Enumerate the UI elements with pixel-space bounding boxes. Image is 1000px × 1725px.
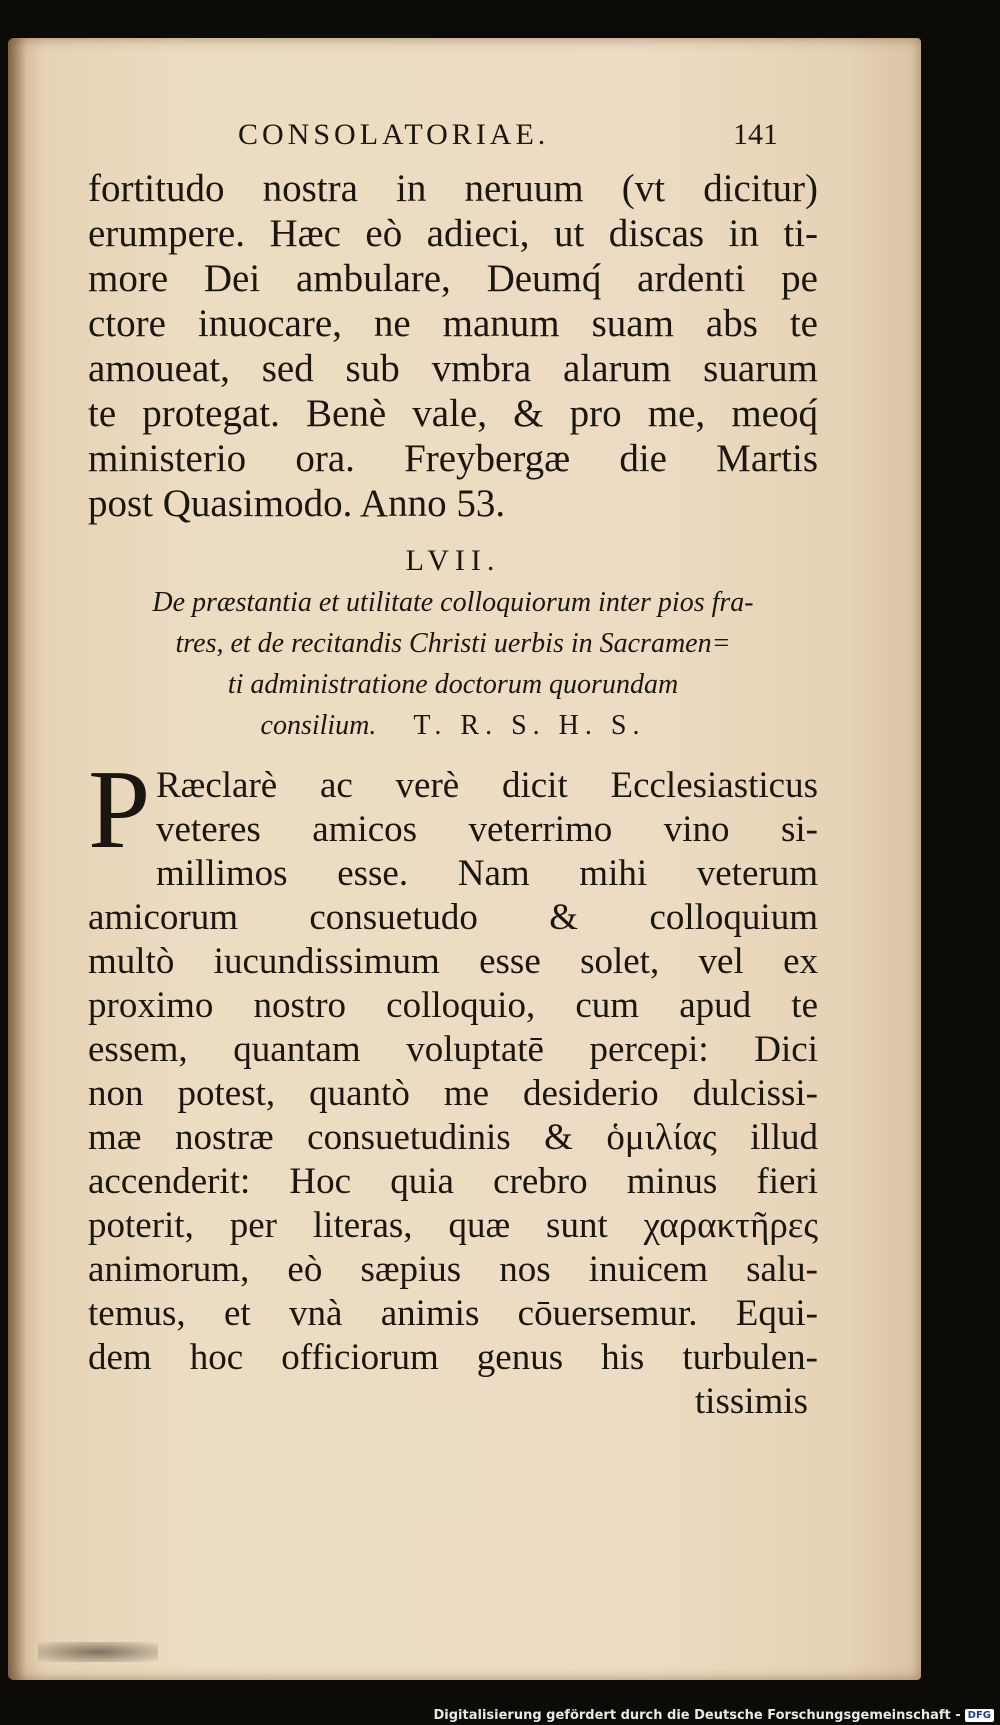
digitization-credit (434, 1708, 995, 1723)
text-line: ctore inuocare, ne manum suam abs te (88, 302, 818, 345)
upper-paragraph (88, 166, 818, 526)
letter-heading (88, 582, 818, 746)
text-line: ministerio ora. Freybergæ die Martis (88, 437, 818, 480)
dfg-logo-icon: DFG (965, 1709, 994, 1722)
book-page (8, 38, 921, 1680)
page-number: 141 (733, 118, 778, 151)
text-line: dem hoc officiorum genus his turbulen- (88, 1337, 818, 1378)
page-text (88, 108, 818, 1424)
heading-line: De præstantia et utilitate colloquiorum inter pios fra- (152, 587, 754, 618)
heading-last-word: consilium. (260, 710, 377, 741)
text-line: more Dei ambulare, Deumq́ ardenti pe (88, 257, 818, 300)
heading-initials: T. R. S. H. S. (413, 710, 646, 741)
running-head (88, 108, 818, 166)
heading-line: tres, et de recitandis Christi uerbis in Sacramen= (175, 628, 731, 659)
text-line: amicorum consuetudo & colloquium (88, 897, 818, 938)
text-line: proximo nostro colloquio, cum apud te (88, 985, 818, 1026)
spine-shadow (8, 38, 26, 1680)
text-line: te protegat. Benè vale, & pro me, meoq́ (88, 392, 818, 435)
credit-text: Digitalisierung gefördert durch die Deutsche Forschungsgemeinschaft - (433, 1708, 961, 1723)
letter-body (88, 748, 818, 1424)
text-line: mæ nostræ consuetudinis & ὁμιλίας illud (88, 1117, 818, 1158)
text-line: veteres amicos veterrimo vino si- (156, 809, 818, 850)
catchword: tissimis (694, 1381, 808, 1422)
drop-cap: P (88, 748, 151, 872)
text-line: essem, quantam voluptatē percepi: Dici (88, 1029, 818, 1070)
text-line: accenderit: Hoc quia crebro minus fieri (88, 1161, 818, 1202)
text-line: multò iucundissimum esse solet, vel ex (88, 941, 818, 982)
text-line: poterit, per literas, quæ sunt χαρακτῆρες (88, 1205, 818, 1246)
text-line: non potest, quantò me desiderio dulcissi- (88, 1073, 818, 1114)
text-line: temus, et vnà animis cōuersemur. Equi- (88, 1293, 818, 1334)
section-number: LVII. (405, 544, 501, 577)
text-line: amoueat, sed sub vmbra alarum suarum (88, 347, 818, 390)
text-line: post Quasimodo. Anno 53. (88, 482, 506, 525)
text-line: fortitudo nostra in neruum (vt dicitur) (88, 167, 818, 210)
heading-line: ti administratione doctorum quorundam (227, 669, 679, 700)
text-line: erumpere. Hæc eò adieci, ut discas in ti- (88, 212, 818, 255)
text-line: millimos esse. Nam mihi veterum (156, 853, 818, 894)
heading-line-last (88, 705, 818, 746)
text-line: animorum, eò sæpius nos inuicem salu- (88, 1249, 818, 1290)
text-line: Ræclarè ac verè dicit Ecclesiasticus (156, 765, 818, 806)
ink-smudge (38, 1642, 158, 1662)
running-head-title: CONSOLATORIAE. (238, 118, 550, 151)
